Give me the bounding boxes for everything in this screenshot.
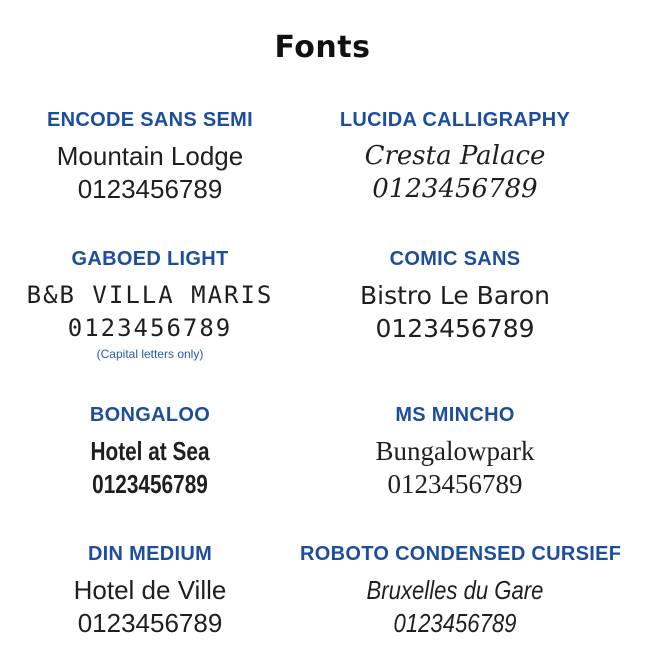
font-specimen-grid [0, 107, 645, 640]
font-section-bongaloo [0, 402, 300, 501]
font-sample: Mountain Lodge [56, 141, 244, 171]
font-digits: 0123456789 [92, 469, 208, 499]
font-section-roboto-condensed-cursief [300, 541, 622, 640]
font-digits: 0123456789 [67, 314, 233, 342]
font-name: GABOED LIGHT [71, 248, 229, 270]
font-sample: Cresta Palace [364, 141, 546, 171]
font-section-encode-sans-semi [0, 107, 300, 206]
font-sample: Bungalowpark [375, 436, 535, 466]
font-section-din-medium [0, 541, 300, 640]
font-name: ROBOTO CONDENSED CURSIEF [300, 543, 622, 565]
font-sample: Bruxelles du Gare [366, 575, 544, 605]
font-digits: 0123456789 [387, 469, 523, 499]
page-title: Fonts [274, 30, 371, 65]
font-section-lucida-calligraphy [300, 107, 610, 206]
font-name: BONGALOO [89, 404, 211, 426]
font-sample: Hotel at Sea [90, 436, 210, 466]
font-digits: 0123456789 [372, 174, 538, 204]
font-section-comic-sans [300, 246, 610, 362]
font-digits: 0123456789 [77, 174, 223, 204]
font-sample: B&B VILLA MARIS [26, 281, 274, 309]
font-digits: 0123456789 [375, 314, 535, 343]
font-section-ms-mincho [300, 402, 610, 501]
font-digits: 0123456789 [77, 608, 223, 638]
font-name: COMIC SANS [389, 248, 521, 270]
font-name: ENCODE SANS SEMI [47, 109, 253, 131]
font-name: MS MINCHO [395, 404, 515, 426]
font-name: DIN MEDIUM [87, 543, 213, 565]
font-sample: Bistro Le Baron [359, 281, 551, 310]
font-name: LUCIDA CALLIGRAPHY [339, 109, 571, 131]
font-digits: 0123456789 [393, 608, 517, 638]
font-note: (Capital letters only) [96, 347, 204, 361]
font-section-gaboed-light [0, 246, 300, 362]
font-sample: Hotel de Ville [73, 575, 227, 605]
